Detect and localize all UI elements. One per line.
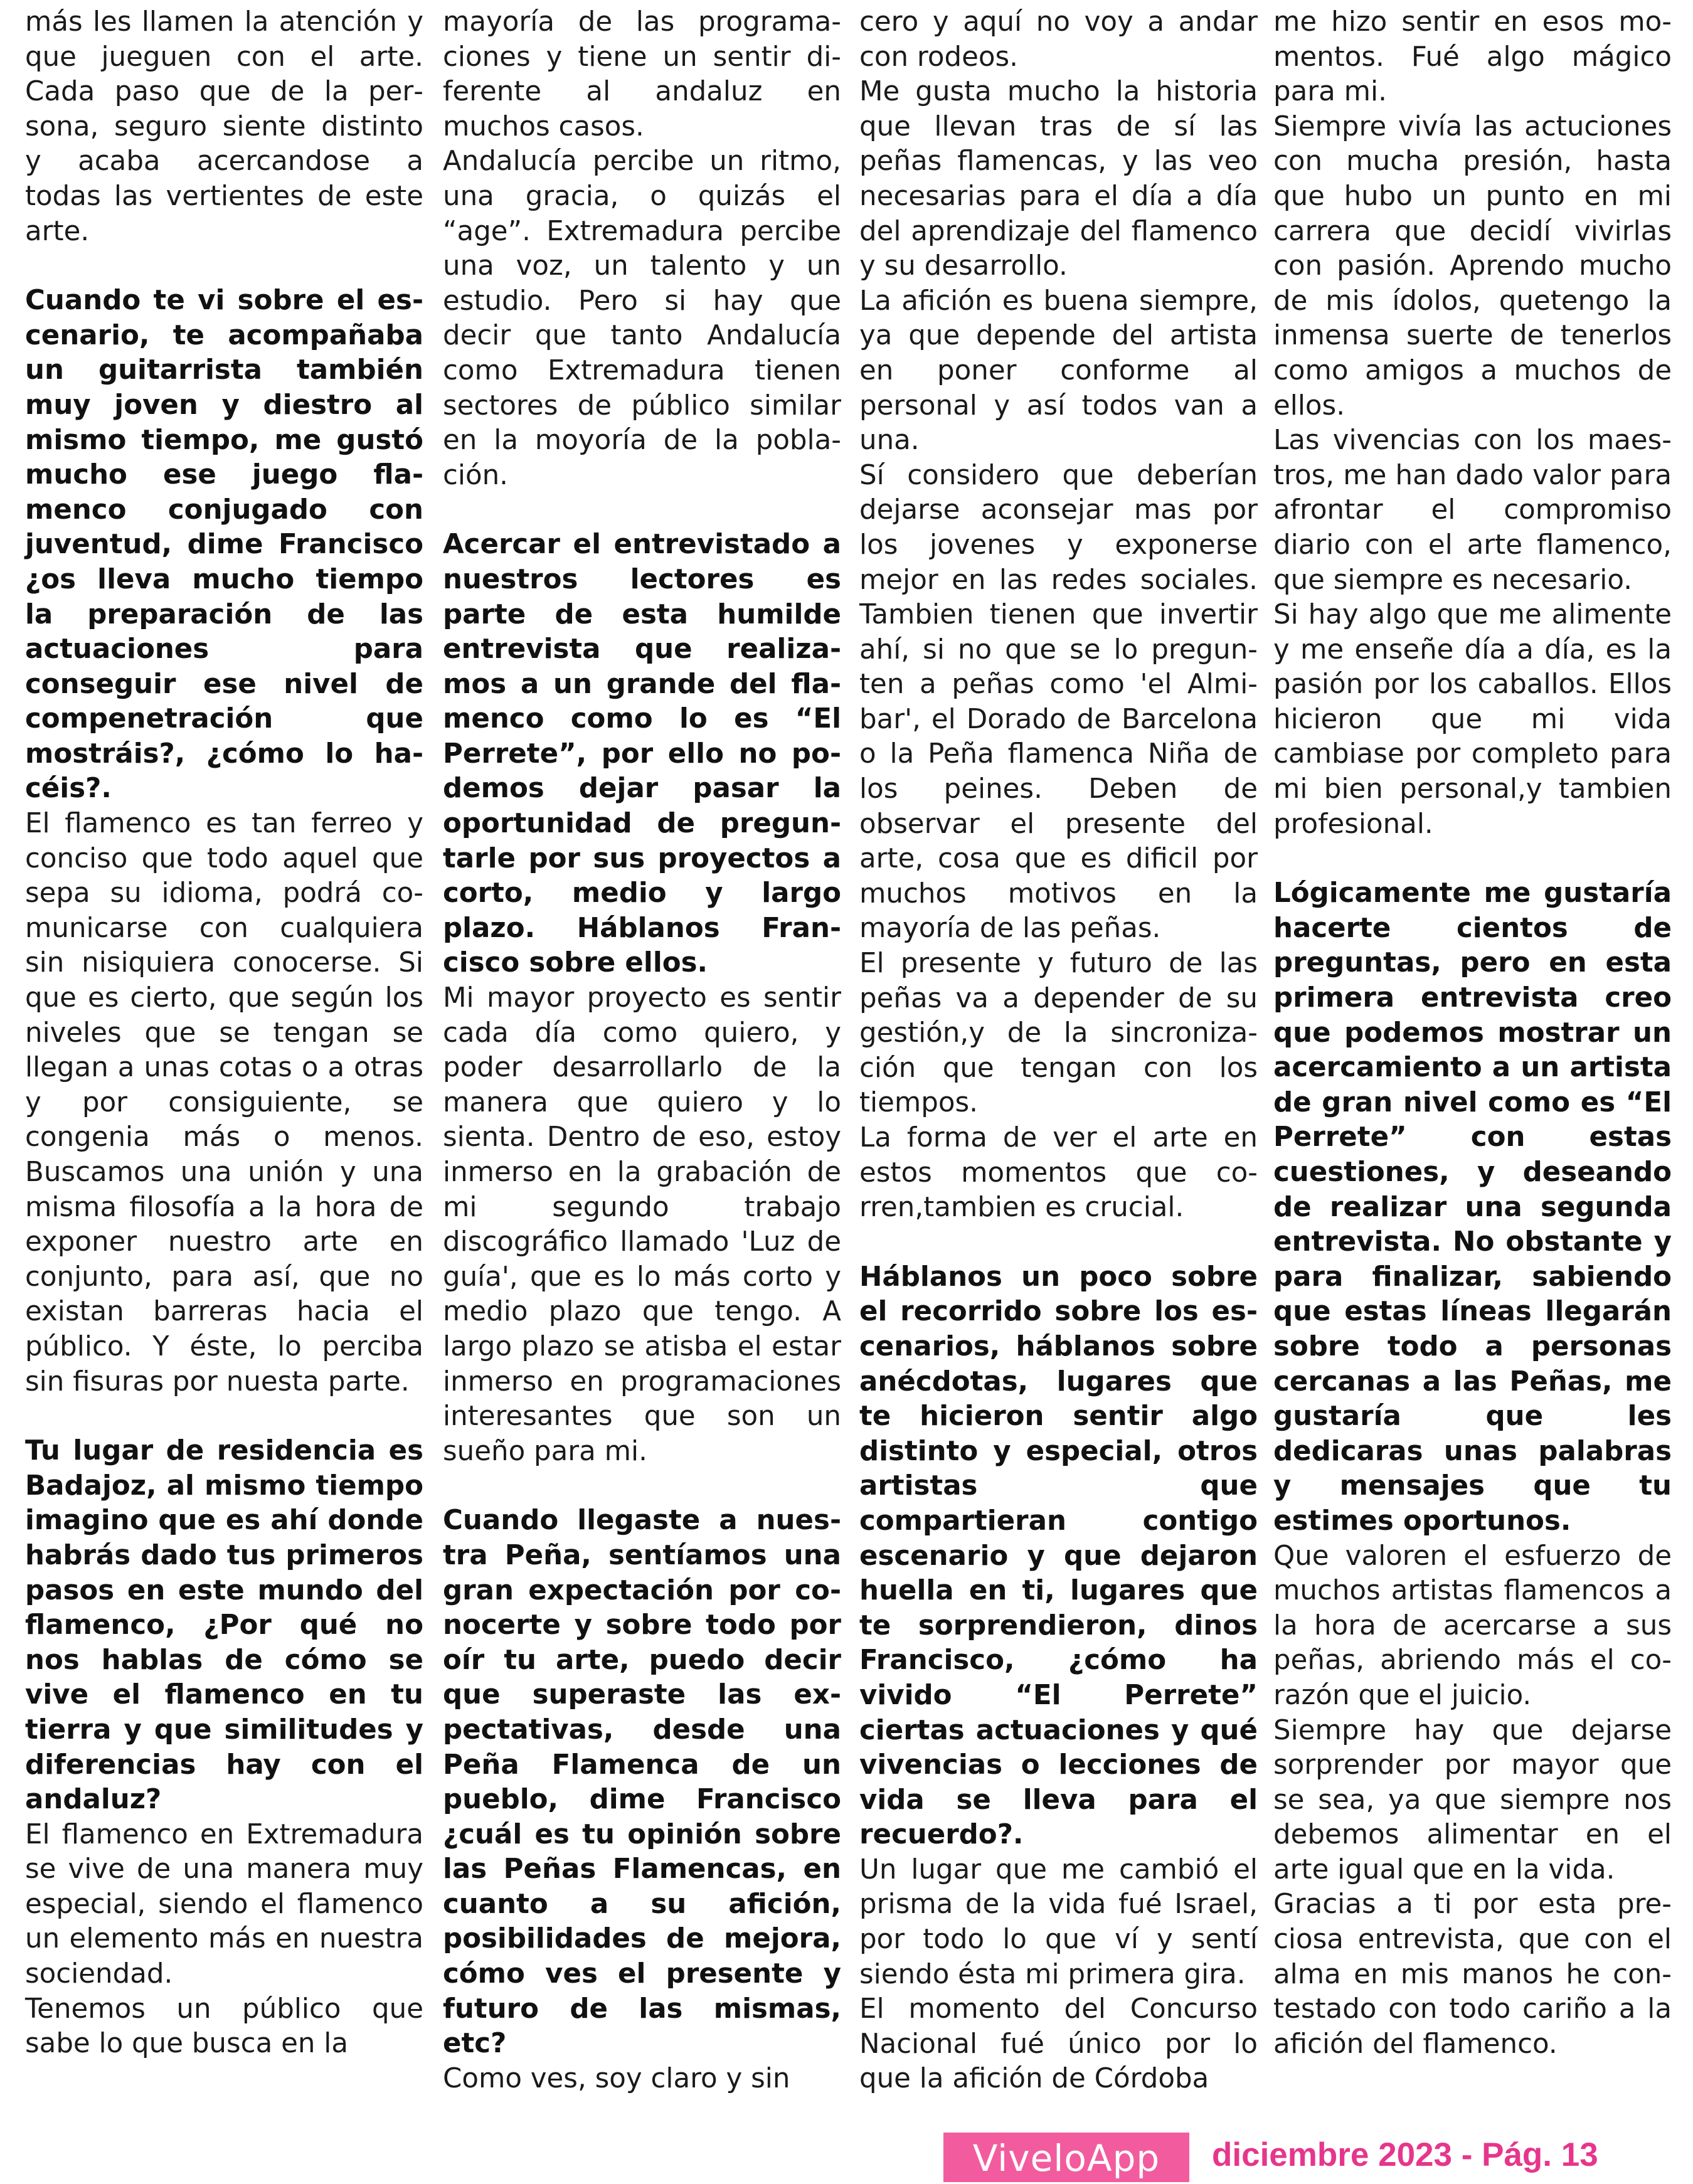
interview-answer: La forma de ver el arte en estos momentos que corren,tambien es crucial. (859, 1122, 1258, 1224)
interview-answer: Tenemos un público que sabe lo que busca en la (25, 1993, 423, 2060)
interview-answer: Sí considero que deberían dejarse aconsejar mas por los jovenes y exponerse mejor en las redes sociales. Tambien tienen que invertir ahí, si no que se lo pregunten a peñas como 'el Almibar', el Dorado de Barcelona o la Peña flamenca Niña de los peines. Deben de observar el presente del arte, cosa que es dificil por muchos motivos en la mayoría de las peñas. (859, 459, 1258, 945)
interview-question: Háblanos un poco sobre el recorrido sobre los escenarios, háblanos sobre anécdotas, lugares que te hicieron sentir algo distinto y especial, otros artistas que compartieran contigo escenario y que dejaron huella en ti, lugares que te sorprendieron, dinos Francisco, ¿cómo ha vivido “El Perrete” ciertas actuaciones y qué vivencias o lecciones de vida se lleva para el recuerdo?. (859, 1261, 1258, 1851)
issue-page-number: diciembre 2023 - Pág. 13 (1212, 2136, 1598, 2173)
article-column-1 (25, 5, 423, 2062)
article-column-3 (859, 5, 1258, 2097)
interview-answer: mayoría de las programaciones y tiene un sentir diferente al andaluz en muchos casos. (443, 6, 841, 142)
interview-answer: Si hay algo que me alimente y me enseñe día a día, es la pasión por los caballos. Ellos hicieron que mi vida cambiase por completo para mi bien personal,y tambien profesional. (1273, 599, 1672, 840)
interview-question: Tu lugar de residencia es Badajoz, al mismo tiempo imagino que es ahí donde habrás dado tus primeros pasos en este mundo del flamenco, ¿Por qué no nos hablas de cómo se vive el flamenco en tu tierra y que similitudes y diferencias hay con el andaluz? (25, 1435, 423, 1816)
interview-answer: más les llamen la atención y que jueguen con el arte. Cada paso que de la persona, seguro siente distinto y acaba acercandose a todas las vertientes de este arte. (25, 6, 423, 247)
interview-answer: Un lugar que me cambió el prisma de la vida fué Israel, por todo lo que ví y sentí siendo ésta mi primera gira. (859, 1853, 1258, 1990)
interview-answer: Como ves, soy claro y sin (443, 2062, 790, 2094)
interview-question: Cuando llegaste a nuestra Peña, sentíamos una gran expectación por conocerte y sobre todo por oír tu arte, puedo decir que superaste las expectativas, desde una Peña Flamenca de un pueblo, dime Francisco ¿cuál es tu opinión sobre las Peñas Flamencas, en cuanto a su afición, posibilidades de mejora, cómo ves el presente y futuro de las mismas, etc? (443, 1505, 841, 2060)
interview-answer: El momento del Concurso Nacional fué único por lo que la afición de Córdoba (859, 1993, 1258, 2095)
interview-answer: El presente y futuro de las peñas va a depender de su gestión,y de la sincronización que tengan con los tiempos. (859, 948, 1258, 1119)
interview-answer: Andalucía percibe un ritmo, una gracia, o quizás el “age”. Extremadura percibe una voz, un talento y un estudio. Pero si hay que decir que tanto Andalucía como Extremadura tienen sectores de público similar en la moyoría de la población. (443, 146, 841, 491)
interview-answer: El flamenco es tan ferreo y conciso que todo aquel que sepa su idioma, podrá comunicarse con cualquiera sin nisiquiera conocerse. Si que es cierto, que según los niveles que se tengan se llegan a unas cotas o a otras y por consiguiente, se congenia más o menos. Buscamos una unión y una misma filosofía a la hora de exponer nuestro arte en conjunto, para así, que no existan barreras hacia el público. Y éste, lo perciba sin fisuras por nuesta parte. (25, 808, 423, 1397)
interview-answer: Mi mayor proyecto es sentir cada día como quiero, y poder desarrollarlo de la manera que quiero y lo sienta. Dentro de eso, estoy inmerso en la grabación de mi segundo trabajo discográfico llamado 'Luz de guía', que es lo más corto y medio plazo que tengo. A largo plazo se atisba el estar inmerso en programaciones interesantes que son un sueño para mi. (443, 982, 841, 1467)
interview-answer: La afición es buena siempre, ya que depende del artista en poner conforme al personal y así todos van a una. (859, 285, 1258, 457)
interview-answer: cero y aquí no voy a andar con rodeos. (859, 6, 1258, 73)
brand-logo: ViveloApp (943, 2133, 1189, 2182)
interview-answer: El flamenco en Extremadura se vive de una manera muy especial, siendo el flamenco un elemento más en nuestra sociendad. (25, 1818, 423, 1990)
interview-answer: Las vivencias con los maestros, me han dado valor para afrontar el compromiso diario con el arte flamenco, que siempre es necesario. (1273, 425, 1672, 596)
interview-answer: Siempre vivía las actuciones con mucha presión, hasta que hubo un punto en mi carrera que decidí vivirlas con pasión. Aprendo mucho de mis ídolos, quetengo la inmensa suerte de tenerlos como amigos a muchos de ellos. (1273, 110, 1672, 421)
interview-question: Acercar el entrevistado a nuestros lectores es parte de esta humilde entrevista que realizamos a un grande del flamenco como lo es “El Perrete”, por ello no podemos dejar pasar la oportunidad de preguntarle por sus proyectos a corto, medio y largo plazo. Háblanos Francisco sobre ellos. (443, 529, 841, 979)
interview-question: Cuando te vi sobre el escenario, te acompañaba un guitarrista también muy joven y diestro al mismo tiempo, me gustó mucho ese juego flamenco conjugado con juventud, dime Francisco ¿os lleva mucho tiempo la preparación de las actuaciones para conseguir ese nivel de compenetración que mostráis?, ¿cómo lo hacéis?. (25, 285, 423, 805)
interview-answer: Gracias a ti por esta preciosa entrevista, que con el alma en mis manos he contestado con todo cariño a la afición del flamenco. (1273, 1889, 1672, 2060)
interview-answer: me hizo sentir en esos momentos. Fué algo mágico para mi. (1273, 6, 1672, 108)
page-footer (943, 2133, 1693, 2182)
article-column-2 (443, 5, 841, 2096)
interview-answer: Siempre hay que dejarse sorprender por mayor que se sea, ya que siempre nos debemos alimentar en el arte igual que en la vida. (1273, 1714, 1672, 1885)
interview-answer: Que valoren el esfuerzo de muchos artistas flamencos a la hora de acercarse a sus peñas, abriendo más el corazón que el juicio. (1273, 1540, 1672, 1711)
interview-answer: Me gusta mucho la historia que llevan tras de sí las peñas flamencas, y las veo necesarias para el día a día del aprendizaje del flamenco y su desarrollo. (859, 76, 1258, 282)
interview-question: Lógicamente me gustaría hacerte cientos de preguntas, pero en esta primera entrevista creo que podemos mostrar un acercamiento a un artista de gran nivel como es “El Perrete” con estas cuestiones, y deseando de realizar una segunda entrevista. No obstante y para finalizar, sabiendo que estas líneas llegarán sobre todo a personas cercanas a las Peñas, me gustaría que les dedicaras unas palabras y mensajes que tu estimes oportunos. (1273, 877, 1672, 1537)
article-column-4 (1273, 5, 1672, 2062)
